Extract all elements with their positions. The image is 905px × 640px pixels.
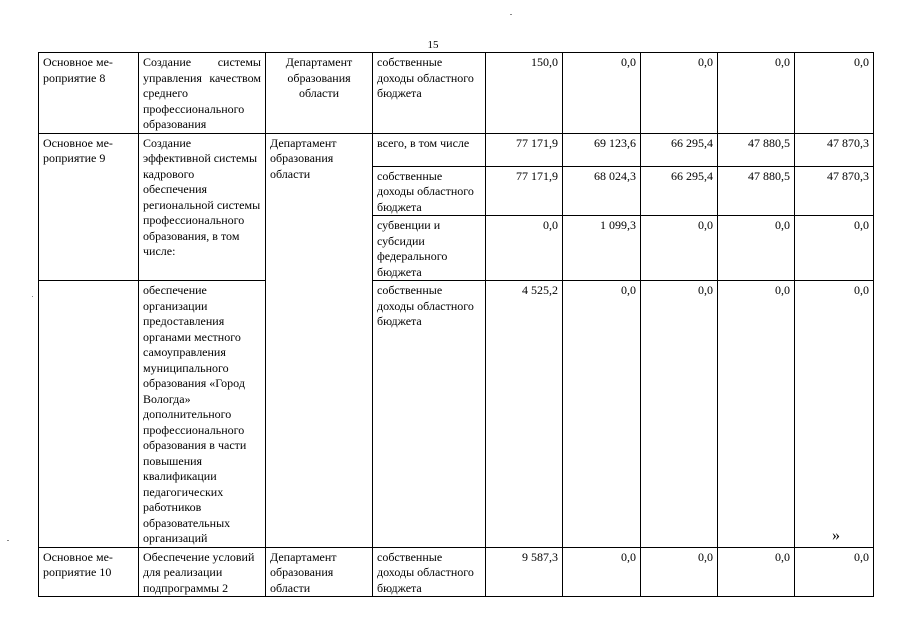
value-cell: 0,0 [641, 216, 718, 281]
table-row-event-8 [39, 53, 874, 134]
event-cell-empty [39, 281, 139, 548]
value-cell: 47 870,3 [795, 166, 874, 216]
value-cell: 0,0 [718, 216, 795, 281]
funding-source-cell: субвенции и субсидии федерального бюджета [373, 216, 486, 281]
value-cell: 4 525,2 [486, 281, 563, 548]
value-cell: 66 295,4 [641, 133, 718, 166]
funding-source-cell: собственные доходы областного бюджета [373, 53, 486, 134]
closing-quote: » [832, 527, 840, 544]
value-cell: 66 295,4 [641, 166, 718, 216]
description-cell: Обеспечение условий для реализации подпрограммы 2 [139, 547, 266, 597]
value-cell: 0,0 [641, 547, 718, 597]
value-cell: 0,0 [718, 281, 795, 548]
table-row-vologda [39, 281, 874, 548]
table-row-event-10 [39, 547, 874, 597]
value-cell: 77 171,9 [486, 133, 563, 166]
executor-cell: Департамент образования области [266, 547, 373, 597]
event-cell: Основное ме- роприятие 10 [39, 547, 139, 597]
value-cell: 47 870,3 [795, 133, 874, 166]
page-number: 15 [427, 39, 439, 51]
scan-speck [32, 296, 33, 297]
value-cell: 0,0 [718, 53, 795, 134]
value-cell: 0,0 [563, 547, 641, 597]
funding-source-cell: собственные доходы областного бюджета [373, 547, 486, 597]
event-cell: Основное ме- роприятие 8 [39, 53, 139, 134]
scan-speck [510, 14, 512, 15]
value-cell: 68 024,3 [563, 166, 641, 216]
value-cell: 0,0 [641, 281, 718, 548]
value-cell: 69 123,6 [563, 133, 641, 166]
value-cell: 0,0 [718, 547, 795, 597]
value-cell: 9 587,3 [486, 547, 563, 597]
scan-speck [7, 540, 9, 541]
value-cell: 0,0 [641, 53, 718, 134]
executor-cell: Департамент образования области [266, 133, 373, 547]
value-cell: 0,0 [563, 53, 641, 134]
value-cell: 0,0 [486, 216, 563, 281]
description-cell: обеспечение организации предоставления органами местного самоуправления муниципального образования «Город Вологда» дополнительного профессионального образования в части повышения квалификации педагогических работников образовательных организаций [139, 281, 266, 548]
value-cell: 0,0 [563, 281, 641, 548]
value-cell: 77 171,9 [486, 166, 563, 216]
budget-table [38, 52, 874, 597]
table-row-event-9 [39, 133, 874, 166]
value-cell: 0,0 [795, 281, 874, 548]
funding-source-cell: собственные доходы областного бюджета [373, 166, 486, 216]
value-cell: 150,0 [486, 53, 563, 134]
value-cell: 0,0 [795, 53, 874, 134]
executor-cell: Департамент образования области [266, 53, 373, 134]
value-cell: 0,0 [795, 547, 874, 597]
value-cell: 47 880,5 [718, 133, 795, 166]
funding-source-cell: собственные доходы областного бюджета [373, 281, 486, 548]
event-cell: Основное ме- роприятие 9 [39, 133, 139, 281]
description-cell: Создание эффективной системы кадрового обеспечения региональной системы профессионального образования, в том числе: [139, 133, 266, 281]
value-cell: 1 099,3 [563, 216, 641, 281]
value-cell: 0,0 [795, 216, 874, 281]
value-cell: 47 880,5 [718, 166, 795, 216]
description-cell: Создание системы управления качеством среднего профессионального образования [139, 53, 266, 134]
funding-source-cell: всего, в том числе [373, 133, 486, 166]
